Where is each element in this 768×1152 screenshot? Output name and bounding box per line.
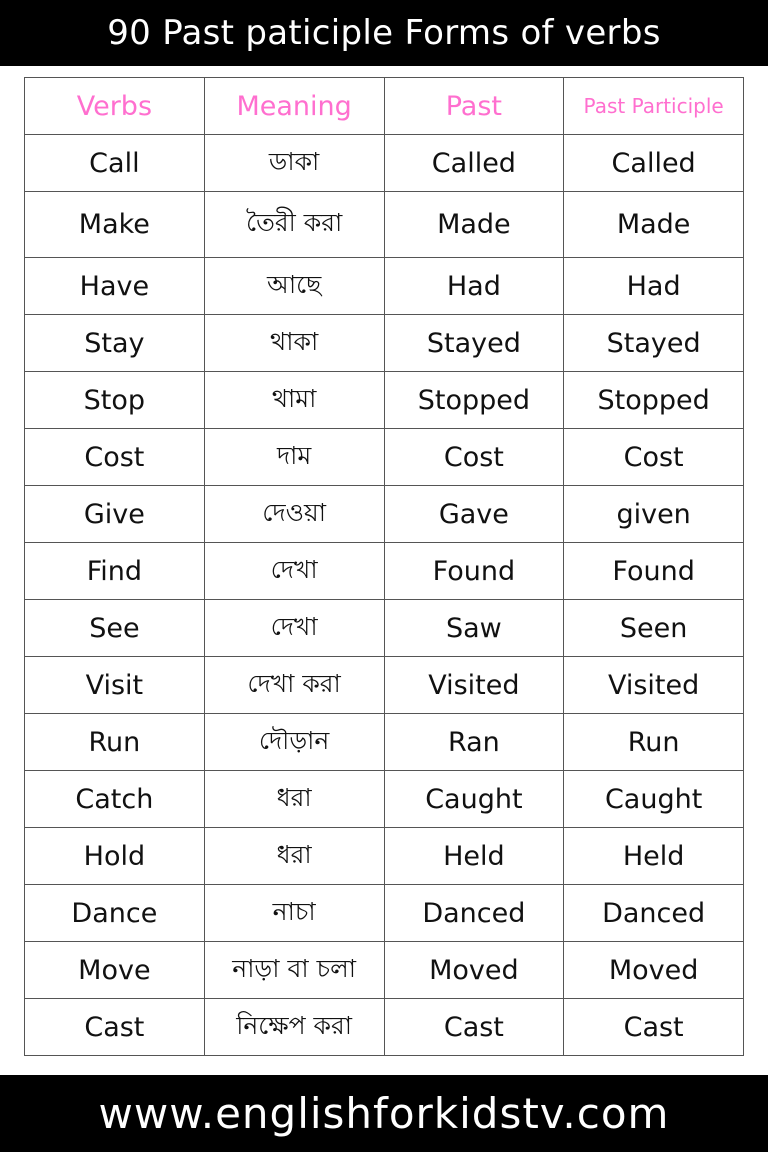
page-title: 90 Past paticiple Forms of verbs [107, 13, 661, 53]
past-cell: Stayed [384, 315, 564, 372]
past-cell: Ran [384, 714, 564, 771]
past-cell: Visited [384, 657, 564, 714]
meaning-cell: দেখা [204, 543, 384, 600]
table-row [25, 135, 744, 192]
table-row [25, 999, 744, 1056]
verbs-table [24, 77, 744, 1056]
meaning-cell: দেখা [204, 600, 384, 657]
past-participle-cell: Cast [564, 999, 744, 1056]
table-header-row [25, 78, 744, 135]
table-row [25, 942, 744, 999]
verb-cell: Find [25, 543, 205, 600]
past-participle-cell: Caught [564, 771, 744, 828]
meaning-cell: দাম [204, 429, 384, 486]
past-participle-cell: Called [564, 135, 744, 192]
table-row [25, 657, 744, 714]
past-cell: Held [384, 828, 564, 885]
meaning-cell: ধরা [204, 771, 384, 828]
past-participle-cell: Danced [564, 885, 744, 942]
verb-cell: Move [25, 942, 205, 999]
verb-cell: Have [25, 258, 205, 315]
meaning-cell: নাচা [204, 885, 384, 942]
meaning-cell: দেখা করা [204, 657, 384, 714]
meaning-cell: তৈরী করা [204, 192, 384, 258]
past-participle-cell: Cost [564, 429, 744, 486]
meaning-cell: থামা [204, 372, 384, 429]
verb-cell: Make [25, 192, 205, 258]
meaning-cell: ডাকা [204, 135, 384, 192]
past-participle-cell: Stopped [564, 372, 744, 429]
verb-cell: Stay [25, 315, 205, 372]
verb-cell: Cast [25, 999, 205, 1056]
table-row [25, 543, 744, 600]
title-bar [0, 0, 768, 66]
past-cell: Found [384, 543, 564, 600]
table-row [25, 258, 744, 315]
table-row [25, 429, 744, 486]
table-row [25, 828, 744, 885]
past-cell: Made [384, 192, 564, 258]
footer-bar [0, 1075, 768, 1152]
past-cell: Cast [384, 999, 564, 1056]
verb-cell: Hold [25, 828, 205, 885]
verb-cell: Run [25, 714, 205, 771]
past-participle-cell: Moved [564, 942, 744, 999]
header-past-participle: Past Participle [564, 78, 744, 135]
meaning-cell: আছে [204, 258, 384, 315]
table-row [25, 192, 744, 258]
past-participle-cell: Stayed [564, 315, 744, 372]
table-row [25, 372, 744, 429]
meaning-cell: থাকা [204, 315, 384, 372]
header-meaning: Meaning [204, 78, 384, 135]
verb-cell: Stop [25, 372, 205, 429]
table-row [25, 600, 744, 657]
table-row [25, 486, 744, 543]
past-cell: Cost [384, 429, 564, 486]
past-cell: Moved [384, 942, 564, 999]
table-row [25, 714, 744, 771]
past-cell: Gave [384, 486, 564, 543]
past-participle-cell: Found [564, 543, 744, 600]
table-row [25, 315, 744, 372]
past-participle-cell: Had [564, 258, 744, 315]
past-participle-cell: Made [564, 192, 744, 258]
past-cell: Saw [384, 600, 564, 657]
past-cell: Danced [384, 885, 564, 942]
past-participle-cell: Held [564, 828, 744, 885]
meaning-cell: নাড়া বা চলা [204, 942, 384, 999]
table-row [25, 771, 744, 828]
meaning-cell: নিক্ষেপ করা [204, 999, 384, 1056]
verb-cell: Cost [25, 429, 205, 486]
verb-cell: Call [25, 135, 205, 192]
footer-url: www.englishforkidstv.com [98, 1089, 670, 1138]
meaning-cell: ধরা [204, 828, 384, 885]
past-cell: Had [384, 258, 564, 315]
past-cell: Caught [384, 771, 564, 828]
past-cell: Called [384, 135, 564, 192]
verb-cell: Dance [25, 885, 205, 942]
past-participle-cell: Visited [564, 657, 744, 714]
header-verbs: Verbs [25, 78, 205, 135]
past-participle-cell: Run [564, 714, 744, 771]
verb-cell: Visit [25, 657, 205, 714]
meaning-cell: দেওয়া [204, 486, 384, 543]
header-past: Past [384, 78, 564, 135]
meaning-cell: দৌড়ান [204, 714, 384, 771]
verb-cell: Give [25, 486, 205, 543]
verb-cell: See [25, 600, 205, 657]
past-participle-cell: given [564, 486, 744, 543]
past-cell: Stopped [384, 372, 564, 429]
table-row [25, 885, 744, 942]
verb-cell: Catch [25, 771, 205, 828]
past-participle-cell: Seen [564, 600, 744, 657]
